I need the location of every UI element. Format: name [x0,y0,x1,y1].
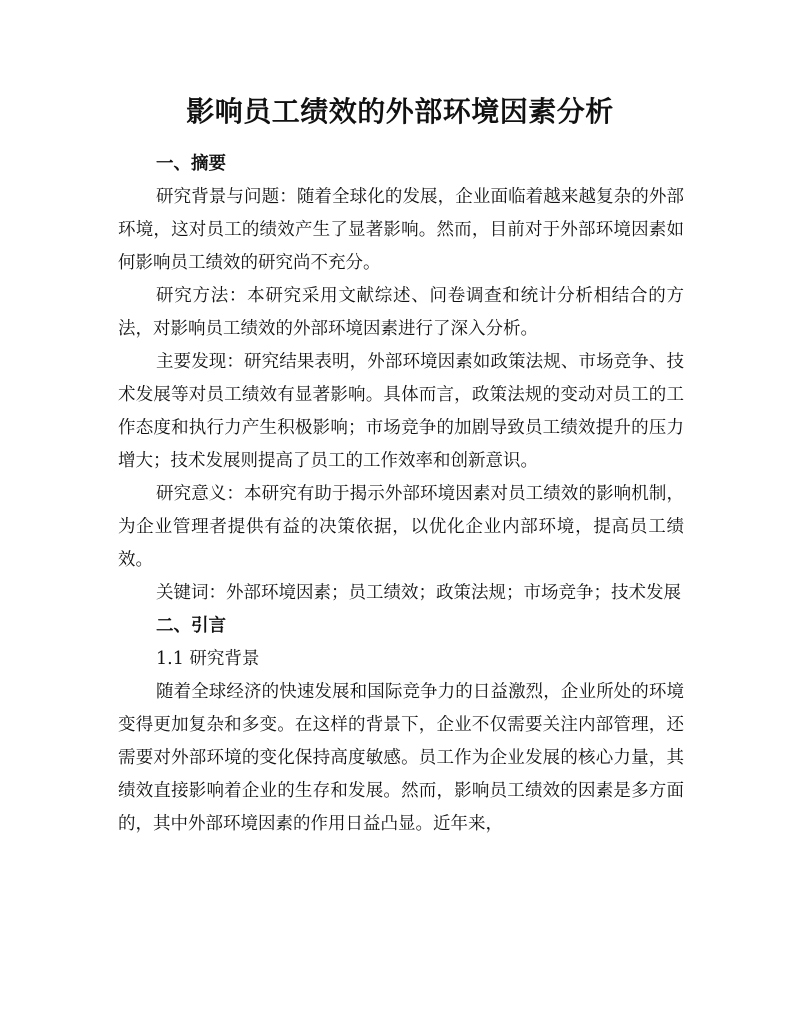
abstract-significance-paragraph: 研究意义：本研究有助于揭示外部环境因素对员工绩效的影响机制，为企业管理者提供有益的决策依据，以优化企业内部环境，提高员工绩效。 [118,484,684,570]
abstract-background-paragraph: 研究背景与问题：随着全球化的发展，企业面临着越来越复杂的外部环境，这对员工的绩效产生了显著影响。然而，目前对于外部环境因素如何影响员工绩效的研究尚不充分。 [118,187,684,273]
document-title: 影响员工绩效的外部环境因素分析 [186,95,614,128]
background-paragraph: 随着全球经济的快速发展和国际竞争力的日益激烈，企业所处的环境变得更加复杂和多变。在这样的背景下，企业不仅需要关注内部管理，还需要对外部环境的变化保持高度敏感。员工作为企业发展的核心力量，其绩效直接影响着企业的生存和发展。然而，影响员工绩效的因素是多方面的，其中外部环境因素的作用日益凸显。近年来， [118,682,684,834]
abstract-findings-paragraph: 主要发现：研究结果表明，外部环境因素如政策法规、市场竞争、技术发展等对员工绩效有显著影响。具体而言，政策法规的变动对员工的工作态度和执行力产生积极影响；市场竞争的加剧导致员工绩效提升的压力增大；技术发展则提高了员工的工作效率和创新意识。 [118,352,684,471]
section-heading-introduction: 二、引言 [156,616,226,636]
section-heading-abstract: 一、摘要 [156,154,226,174]
keywords-paragraph: 关键词：外部环境因素；员工绩效；政策法规；市场竞争；技术发展 [156,583,681,603]
abstract-method-paragraph: 研究方法：本研究采用文献综述、问卷调查和统计分析相结合的方法，对影响员工绩效的外部环境因素进行了深入分析。 [118,286,684,339]
subsection-heading-background: 1.1 研究背景 [156,649,260,669]
document-body [118,148,684,841]
